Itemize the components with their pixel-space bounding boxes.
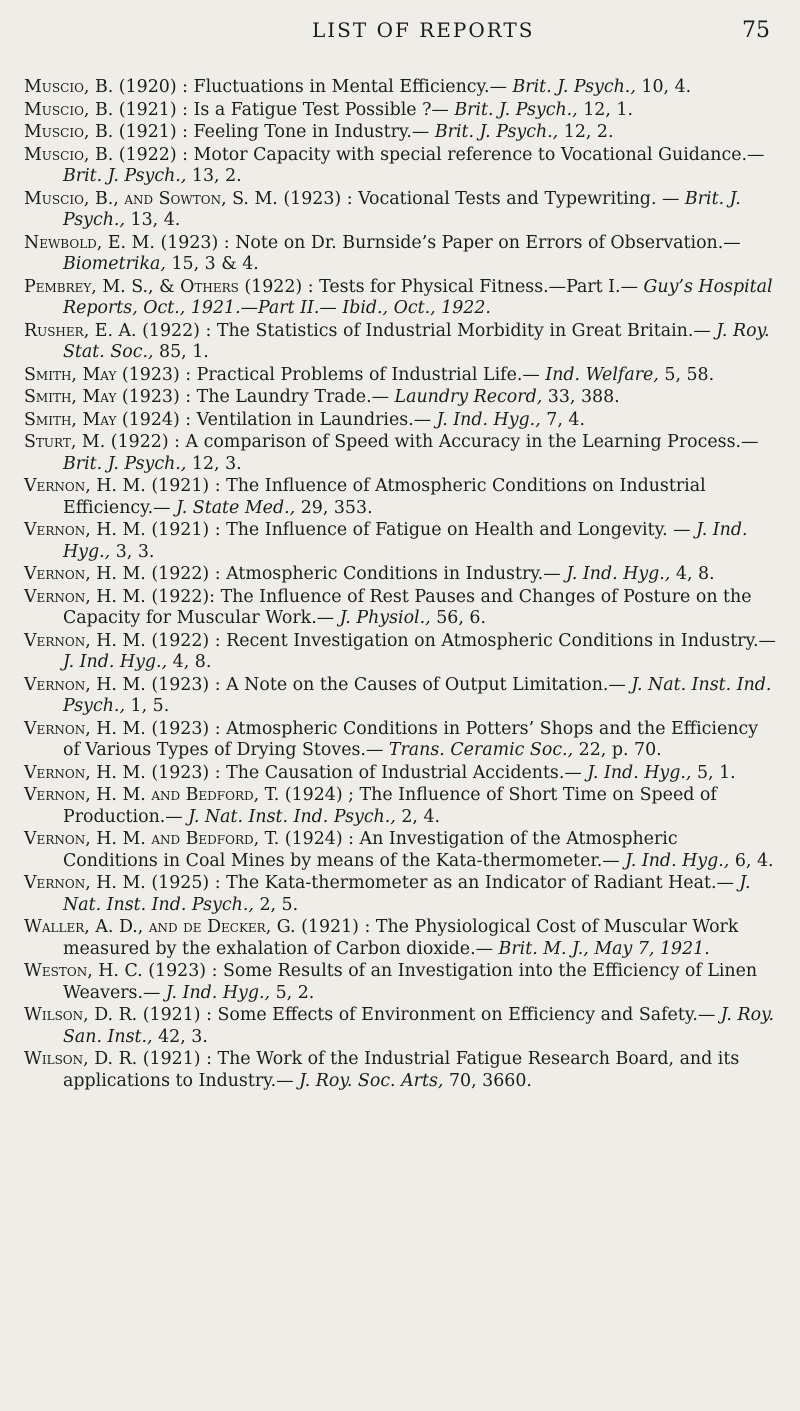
reference-title: Vocational Tests and Typewriting. — bbox=[358, 188, 680, 209]
reference-author: Vernon, H. M. bbox=[24, 873, 146, 893]
running-head bbox=[250, 18, 770, 48]
reference-journal: Brit. J. Psych., bbox=[63, 166, 187, 186]
reference-author: Vernon, H. M. bbox=[24, 718, 146, 739]
reference-author: Waller, A. D., and de Decker, G. bbox=[24, 917, 296, 937]
reference-year: (1923) : bbox=[121, 387, 192, 407]
reference-entry bbox=[24, 675, 776, 718]
reference-author: Muscio, B. bbox=[24, 99, 114, 120]
reference-journal: J. Ind. Hyg., bbox=[625, 850, 730, 871]
reference-author: Rusher, E. A. bbox=[24, 320, 137, 341]
reference-title: An Investigation of the Atmospheric Conditions in Coal Mines by means of the Kata-thermometer.— bbox=[63, 829, 678, 871]
reference-entry bbox=[24, 1049, 776, 1092]
reference-title: The Influence of Short Time on Speed of Production.— bbox=[63, 785, 717, 827]
reference-journal: Trans. Ceramic Soc., bbox=[388, 740, 574, 760]
reference-year: (1921) : bbox=[142, 1005, 212, 1025]
reference-title: Feeling Tone in Industry.— bbox=[193, 122, 430, 142]
reference-author: Vernon, H. M. and Bedford, T. bbox=[24, 829, 280, 849]
reference-year: (1922) : bbox=[151, 564, 221, 584]
reference-entry bbox=[24, 520, 776, 563]
reference-year: (1922) : bbox=[244, 276, 314, 297]
reference-author: Muscio, B., and Sowton, S. M. bbox=[24, 188, 278, 209]
reference-journal: J. Ind. Hyg., bbox=[63, 520, 748, 562]
reference-journal: Brit. J. Psych., bbox=[434, 122, 559, 142]
reference-title: Ventilation in Laundries.— bbox=[196, 409, 432, 430]
reference-title: A comparison of Speed with Accuracy in the Learning Process.— bbox=[185, 432, 759, 452]
reference-journal: J. Physiol., bbox=[339, 608, 431, 628]
reference-entry bbox=[24, 873, 776, 916]
reference-journal: J. Roy. San. Inst., bbox=[63, 1005, 775, 1047]
reference-details: 12, 1. bbox=[583, 99, 634, 120]
reference-title: The Influence of Rest Pauses and Changes of Posture on the Capacity for Muscular Work.— bbox=[63, 586, 752, 628]
reference-year: (1921) : bbox=[118, 122, 189, 142]
reference-year: (1922) : bbox=[118, 144, 189, 165]
reference-entry bbox=[24, 233, 776, 276]
reference-entry bbox=[24, 365, 776, 387]
reference-author: Muscio, B. bbox=[24, 77, 114, 97]
reference-title: Some Results of an Investigation into the Efficiency of Linen Weavers.— bbox=[63, 961, 758, 1003]
reference-journal: J. Ind. Hyg., bbox=[587, 762, 692, 783]
reference-author: Sturt, M. bbox=[24, 432, 106, 452]
reference-entry bbox=[24, 189, 776, 232]
reference-details: 2, 5. bbox=[259, 894, 299, 915]
reference-title: The Influence of Atmospheric Conditions on Industrial Efficiency.— bbox=[63, 476, 706, 518]
reference-author: Vernon, H. M. and Bedford, T. bbox=[24, 785, 280, 805]
reference-details: 3, 3. bbox=[115, 541, 155, 562]
reference-author: Vernon, H. M. bbox=[24, 520, 146, 540]
reference-author: Smith, May bbox=[24, 364, 117, 385]
reference-year: (1922): bbox=[151, 586, 216, 607]
reference-year: (1923) : bbox=[151, 718, 221, 739]
reference-journal: J. Ind. Hyg., bbox=[436, 409, 541, 430]
reference-year: (1921) : bbox=[118, 99, 189, 120]
reference-entry bbox=[24, 719, 776, 762]
reference-details: 70, 3660. bbox=[448, 1070, 532, 1091]
reference-year: (1922) : bbox=[142, 320, 212, 341]
reference-journal: Brit. J. Psych., bbox=[454, 99, 578, 120]
reference-year: (1924) : bbox=[284, 829, 355, 849]
reference-details: 1, 5. bbox=[130, 696, 170, 716]
reference-year: (1923) : bbox=[121, 364, 192, 385]
reference-journal: Brit. M. J., May 7, 1921. bbox=[498, 938, 710, 959]
reference-title: Practical Problems of Industrial Life.— bbox=[196, 364, 540, 385]
reference-year: (1923) : bbox=[148, 961, 218, 981]
reference-title: Recent Investigation on Atmospheric Conditions in Industry.— bbox=[226, 630, 776, 651]
reference-entry bbox=[24, 145, 776, 188]
reference-journal: J. Roy. Soc. Arts, bbox=[299, 1070, 444, 1091]
reference-journal: J. Nat. Inst. Ind. Psych., bbox=[63, 873, 751, 915]
reference-journal: Laundry Record, bbox=[394, 387, 543, 407]
reference-year: (1923) : bbox=[160, 232, 230, 253]
reference-entry bbox=[24, 321, 776, 364]
reference-title: Fluctuations in Mental Efficiency.— bbox=[193, 77, 507, 97]
reference-title: The Influence of Fatigue on Health and Longevity. — bbox=[226, 520, 691, 540]
reference-title: The Work of the Industrial Fatigue Research Board, and its applications to Industry.— bbox=[63, 1049, 740, 1091]
reference-journal: Brit. J. Psych., bbox=[63, 188, 741, 230]
reference-details: 33, 388. bbox=[547, 387, 620, 407]
reference-details: 4, 8. bbox=[675, 564, 715, 584]
reference-author: Muscio, B. bbox=[24, 144, 114, 165]
reference-details: 2, 4. bbox=[401, 806, 441, 827]
reference-details: 5, 2. bbox=[275, 982, 315, 1003]
reference-entry bbox=[24, 1005, 776, 1048]
reference-year: (1922) : bbox=[151, 630, 221, 651]
reference-journal: Biometrika, bbox=[63, 254, 166, 274]
reference-details: 22, p. 70. bbox=[578, 740, 662, 760]
reference-year: (1924) : bbox=[121, 409, 192, 430]
reference-details: 15, 3 & 4. bbox=[171, 254, 259, 274]
reference-year: (1920) : bbox=[118, 77, 189, 97]
reference-journal: J. Ind. Hyg., bbox=[566, 564, 671, 584]
reference-author: Smith, May bbox=[24, 387, 117, 407]
reference-title: The Laundry Trade.— bbox=[196, 387, 390, 407]
reference-journal: Ind. Welfare, bbox=[545, 364, 659, 385]
reference-year: (1921) : bbox=[151, 476, 221, 496]
reference-author: Newbold, E. M. bbox=[24, 232, 155, 253]
reference-title: The Statistics of Industrial Morbidity in Great Britain.— bbox=[216, 320, 711, 341]
reference-entry bbox=[24, 785, 776, 828]
reference-title: Atmospheric Conditions in Potters’ Shops and the Efficiency of Various Types of Drying Stoves.— bbox=[63, 718, 759, 760]
reference-author: Wilson, D. R. bbox=[24, 1049, 138, 1069]
reference-title: A Note on the Causes of Output Limitation.— bbox=[226, 674, 626, 695]
reference-entry bbox=[24, 961, 776, 1004]
reference-entry bbox=[24, 763, 776, 785]
reference-list bbox=[24, 77, 776, 1093]
reference-title: Note on Dr. Burnside’s Paper on Errors of Observation.— bbox=[235, 232, 741, 253]
reference-year: (1923) : bbox=[151, 674, 221, 695]
reference-year: (1921) : bbox=[142, 1049, 212, 1069]
reference-details: 42, 3. bbox=[158, 1026, 208, 1047]
reference-journal: J. Nat. Inst. Ind. Psych., bbox=[63, 674, 772, 716]
reference-author: Vernon, H. M. bbox=[24, 630, 146, 651]
page-number: 75 bbox=[742, 18, 770, 43]
reference-details: 85, 1. bbox=[159, 342, 209, 362]
reference-entry bbox=[24, 564, 776, 586]
reference-journal: J. Ind. Hyg., bbox=[63, 652, 168, 672]
reference-details: 6, 4. bbox=[734, 850, 774, 871]
reference-details: 5, 1. bbox=[696, 762, 736, 783]
running-head-title: LIST OF REPORTS bbox=[312, 18, 535, 42]
reference-year: (1923) : bbox=[151, 762, 221, 783]
reference-journal: Brit. J. Psych., bbox=[512, 77, 636, 97]
reference-author: Wilson, D. R. bbox=[24, 1005, 138, 1025]
reference-author: Vernon, H. M. bbox=[24, 476, 146, 496]
reference-journal: Brit. J. Psych., bbox=[63, 453, 187, 474]
reference-entry bbox=[24, 77, 776, 99]
reference-entry bbox=[24, 387, 776, 409]
reference-author: Weston, H. C. bbox=[24, 961, 143, 981]
reference-year: (1922) : bbox=[110, 432, 180, 452]
reference-details: 56, 6. bbox=[436, 608, 486, 628]
reference-details: 4, 8. bbox=[172, 652, 212, 672]
reference-journal: J. Nat. Inst. Ind. Psych., bbox=[188, 806, 396, 827]
reference-entry bbox=[24, 829, 776, 872]
reference-entry bbox=[24, 432, 776, 475]
reference-title: The Kata-thermometer as an Indicator of Radiant Heat.— bbox=[226, 873, 734, 893]
reference-entry bbox=[24, 410, 776, 432]
reference-author: Muscio, B. bbox=[24, 122, 114, 142]
reference-year: (1921) : bbox=[151, 520, 221, 540]
reference-title: Motor Capacity with special reference to Vocational Guidance.— bbox=[193, 144, 765, 165]
reference-journal: J. Roy. Stat. Soc., bbox=[63, 320, 770, 362]
reference-entry bbox=[24, 631, 776, 674]
reference-details: 5, 58. bbox=[664, 364, 715, 385]
reference-details: 13, 4. bbox=[130, 210, 181, 230]
reference-title: Is a Fatigue Test Possible ?— bbox=[193, 99, 449, 120]
reference-journal: J. Ind. Hyg., bbox=[165, 982, 271, 1003]
reference-year: (1921) : bbox=[301, 917, 371, 937]
reference-title: Atmospheric Conditions in Industry.— bbox=[226, 564, 561, 584]
reference-details: 7, 4. bbox=[546, 409, 585, 430]
reference-title: Some Effects of Environment on Efficiency and Safety.— bbox=[217, 1005, 716, 1025]
reference-details: 12, 3. bbox=[191, 453, 242, 474]
reference-title: Tests for Physical Fitness.—Part I.— bbox=[319, 276, 638, 297]
reference-author: Vernon, H. M. bbox=[24, 586, 146, 607]
reference-title: The Physiological Cost of Muscular Work measured by the exhalation of Carbon dioxide.— bbox=[63, 917, 739, 959]
reference-year: (1923) : bbox=[283, 188, 353, 209]
reference-details: 12, 2. bbox=[563, 122, 614, 142]
reference-year: (1925) : bbox=[151, 873, 221, 893]
reference-journal: J. State Med., bbox=[176, 497, 296, 518]
reference-title: The Causation of Industrial Accidents.— bbox=[226, 762, 582, 783]
reference-entry bbox=[24, 122, 776, 144]
reference-author: Smith, May bbox=[24, 409, 117, 430]
reference-details: 10, 4. bbox=[641, 77, 692, 97]
reference-year: (1924) ; bbox=[284, 785, 355, 805]
reference-entry bbox=[24, 476, 776, 519]
reference-journal: Guy’s Hospital Reports, Oct., 1921.—Part II.— Ibid., Oct., 1922. bbox=[63, 276, 773, 318]
reference-details: 13, 2. bbox=[191, 166, 242, 186]
reference-entry bbox=[24, 587, 776, 630]
reference-details: 29, 353. bbox=[300, 497, 373, 518]
reference-author: Pembrey, M. S., & Others bbox=[24, 276, 239, 297]
reference-author: Vernon, H. M. bbox=[24, 564, 146, 584]
reference-author: Vernon, H. M. bbox=[24, 674, 146, 695]
reference-entry bbox=[24, 277, 776, 320]
reference-entry bbox=[24, 917, 776, 960]
reference-entry bbox=[24, 100, 776, 122]
reference-author: Vernon, H. M. bbox=[24, 762, 146, 783]
